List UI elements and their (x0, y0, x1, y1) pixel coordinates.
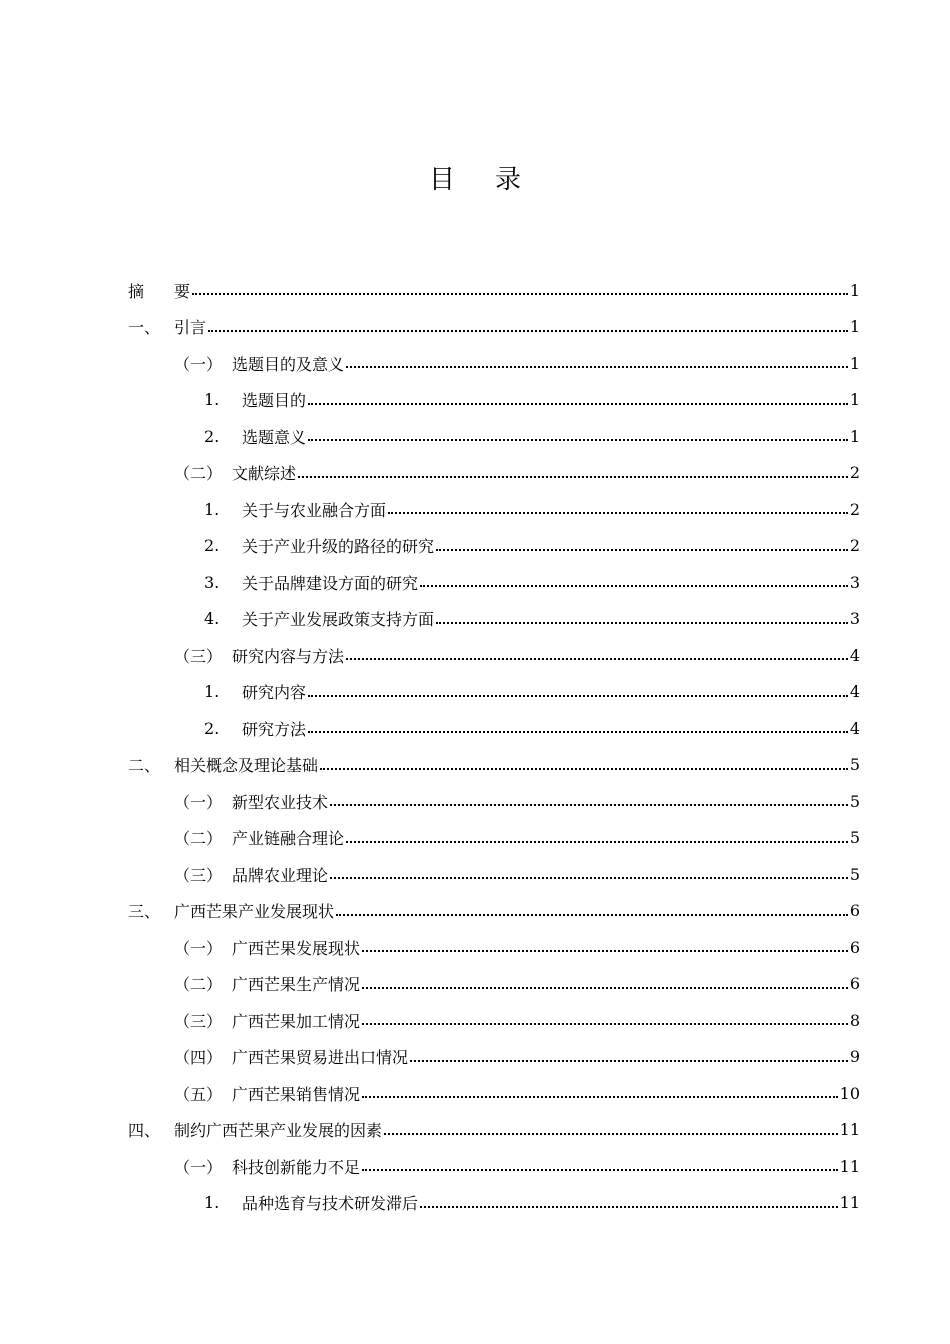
toc-page-number: 5 (849, 755, 860, 775)
toc-dot-leader (420, 585, 848, 587)
toc-entry[interactable] (128, 1039, 860, 1076)
toc-entry[interactable] (128, 1075, 860, 1112)
toc-page-number: 11 (839, 1120, 860, 1140)
toc-dot-leader (346, 658, 848, 660)
toc-entry[interactable] (128, 564, 860, 601)
toc-page-number: 2 (849, 499, 860, 519)
toc-dot-leader (388, 512, 848, 514)
toc-dot-leader (362, 1023, 848, 1025)
toc-entry-number: （一） (174, 354, 223, 374)
toc-entry-number: 4. (204, 609, 220, 629)
toc-entry-number: （三） (174, 1011, 223, 1031)
toc-entry-number: 2. (204, 718, 220, 738)
toc-entry-title: 科技创新能力不足 (232, 1157, 361, 1177)
toc-entry-number: 1. (204, 499, 220, 519)
toc-entry-title: 文献综述 (232, 464, 297, 484)
toc-entry[interactable] (128, 710, 860, 747)
toc-entry-title: 研究内容 (242, 683, 307, 703)
toc-page-number: 4 (849, 718, 860, 738)
toc-entry-number: 二、 (128, 756, 161, 776)
toc-page-number: 1 (849, 353, 860, 373)
toc-entry-title: 选题目的及意义 (232, 354, 345, 374)
toc-dot-leader (336, 914, 848, 916)
toc-dot-leader (308, 731, 848, 733)
toc-dot-leader (192, 293, 848, 295)
toc-entry-title: 研究内容与方法 (232, 646, 345, 666)
toc-entry-number: 三、 (128, 902, 161, 922)
toc-page-number: 9 (849, 1047, 860, 1067)
toc-entry[interactable] (128, 601, 860, 638)
toc-entry-title: 选题目的 (242, 391, 307, 411)
toc-entry-title: 产业链融合理论 (232, 829, 345, 849)
toc-entry[interactable] (128, 966, 860, 1003)
toc-dot-leader (436, 549, 848, 551)
toc-page-number: 5 (849, 791, 860, 811)
toc-entry[interactable] (128, 528, 860, 565)
toc-page-number: 1 (849, 390, 860, 410)
toc-dot-leader (362, 1096, 838, 1098)
toc-dot-leader (330, 804, 848, 806)
toc-entry-title: 广西芒果加工情况 (232, 1011, 361, 1031)
toc-entry[interactable] (128, 856, 860, 893)
toc-page-number: 8 (849, 1010, 860, 1030)
toc-dot-leader (384, 1133, 838, 1135)
toc-entry[interactable] (128, 893, 860, 930)
toc-entry-title: 广西芒果销售情况 (232, 1084, 361, 1104)
toc-entry-title: 关于产业升级的路径的研究 (242, 537, 435, 557)
toc-entry[interactable] (128, 272, 860, 309)
toc-dot-leader (346, 366, 848, 368)
toc-entry[interactable] (128, 491, 860, 528)
toc-entry-title: 关于产业发展政策支持方面 (242, 610, 435, 630)
toc-entry[interactable] (128, 1148, 860, 1185)
toc-entry-title: 品牌农业理论 (232, 865, 329, 885)
toc-entry[interactable] (128, 1112, 860, 1149)
toc-entry-number: （一） (174, 1157, 223, 1177)
toc-entry-number: 2. (204, 426, 220, 446)
toc-dot-leader (298, 476, 848, 478)
toc-dot-leader (308, 439, 848, 441)
toc-page-number: 2 (849, 536, 860, 556)
toc-entry-title: 制约广西芒果产业发展的因素 (174, 1121, 383, 1141)
toc-page-number: 1 (849, 317, 860, 337)
toc-dot-leader (208, 330, 848, 332)
table-of-contents (128, 272, 860, 1221)
toc-entry[interactable] (128, 418, 860, 455)
toc-page-number: 4 (849, 682, 860, 702)
toc-entry-title: 关于品牌建设方面的研究 (242, 573, 419, 593)
toc-entry-title: 新型农业技术 (232, 792, 329, 812)
toc-page-number: 1 (849, 426, 860, 446)
toc-entry-title: 广西芒果发展现状 (232, 938, 361, 958)
toc-dot-leader (346, 841, 848, 843)
toc-page-number: 1 (849, 280, 860, 300)
toc-entry-number: 1. (204, 1193, 220, 1213)
toc-entry-number: 1. (204, 682, 220, 702)
toc-entry[interactable] (128, 747, 860, 784)
toc-page-number: 3 (849, 572, 860, 592)
toc-entry[interactable] (128, 637, 860, 674)
toc-entry-title: 关于与农业融合方面 (242, 500, 387, 520)
toc-entry-number: 3. (204, 572, 220, 592)
toc-entry-number: （二） (174, 975, 223, 995)
toc-entry-title: 要 (174, 281, 191, 301)
toc-entry-number: （三） (174, 646, 223, 666)
toc-entry[interactable] (128, 1002, 860, 1039)
toc-entry[interactable] (128, 382, 860, 419)
toc-entry-number: 一、 (128, 318, 161, 338)
toc-page-number: 4 (849, 645, 860, 665)
page-title: 目录 (428, 165, 561, 195)
toc-entry-title: 引言 (174, 318, 207, 338)
toc-page-number: 6 (849, 901, 860, 921)
toc-page-number: 10 (839, 1083, 860, 1103)
toc-entry[interactable] (128, 929, 860, 966)
toc-entry[interactable] (128, 1185, 860, 1222)
toc-dot-leader (320, 768, 848, 770)
toc-entry-number: 1. (204, 390, 220, 410)
toc-page-number: 11 (839, 1156, 860, 1176)
toc-entry-title: 广西芒果产业发展现状 (174, 902, 335, 922)
toc-page-number: 2 (849, 463, 860, 483)
toc-entry-title: 广西芒果贸易进出口情况 (232, 1048, 409, 1068)
toc-entry-title: 选题意义 (242, 427, 307, 447)
toc-entry[interactable] (128, 783, 860, 820)
toc-page-number: 3 (849, 609, 860, 629)
toc-entry-number: （二） (174, 464, 223, 484)
toc-page-number: 6 (849, 974, 860, 994)
toc-entry-number: （二） (174, 829, 223, 849)
toc-entry-number: （五） (174, 1084, 223, 1104)
toc-entry[interactable] (128, 820, 860, 857)
toc-dot-leader (362, 950, 848, 952)
toc-entry-title: 品种选育与技术研发滞后 (242, 1194, 419, 1214)
toc-entry-number: 摘 (128, 281, 145, 301)
toc-entry-title: 相关概念及理论基础 (174, 756, 319, 776)
toc-dot-leader (308, 695, 848, 697)
toc-dot-leader (308, 403, 848, 405)
toc-page-number: 6 (849, 937, 860, 957)
toc-entry-number: 2. (204, 536, 220, 556)
toc-entry[interactable] (128, 674, 860, 711)
toc-page-number: 5 (849, 864, 860, 884)
toc-dot-leader (362, 987, 848, 989)
toc-entry-number: 四、 (128, 1121, 161, 1141)
toc-entry-number: （四） (174, 1048, 223, 1068)
toc-page-number: 11 (839, 1193, 860, 1213)
toc-dot-leader (410, 1060, 848, 1062)
toc-entry-number: （一） (174, 792, 223, 812)
toc-page-number: 5 (849, 828, 860, 848)
toc-entry[interactable] (128, 455, 860, 492)
toc-dot-leader (420, 1206, 838, 1208)
toc-entry-number: （三） (174, 865, 223, 885)
toc-dot-leader (362, 1169, 838, 1171)
toc-entry[interactable] (128, 345, 860, 382)
toc-entry-title: 研究方法 (242, 719, 307, 739)
toc-entry-title: 广西芒果生产情况 (232, 975, 361, 995)
toc-dot-leader (330, 877, 848, 879)
toc-entry-number: （一） (174, 938, 223, 958)
toc-entry[interactable] (128, 309, 860, 346)
toc-dot-leader (436, 622, 848, 624)
